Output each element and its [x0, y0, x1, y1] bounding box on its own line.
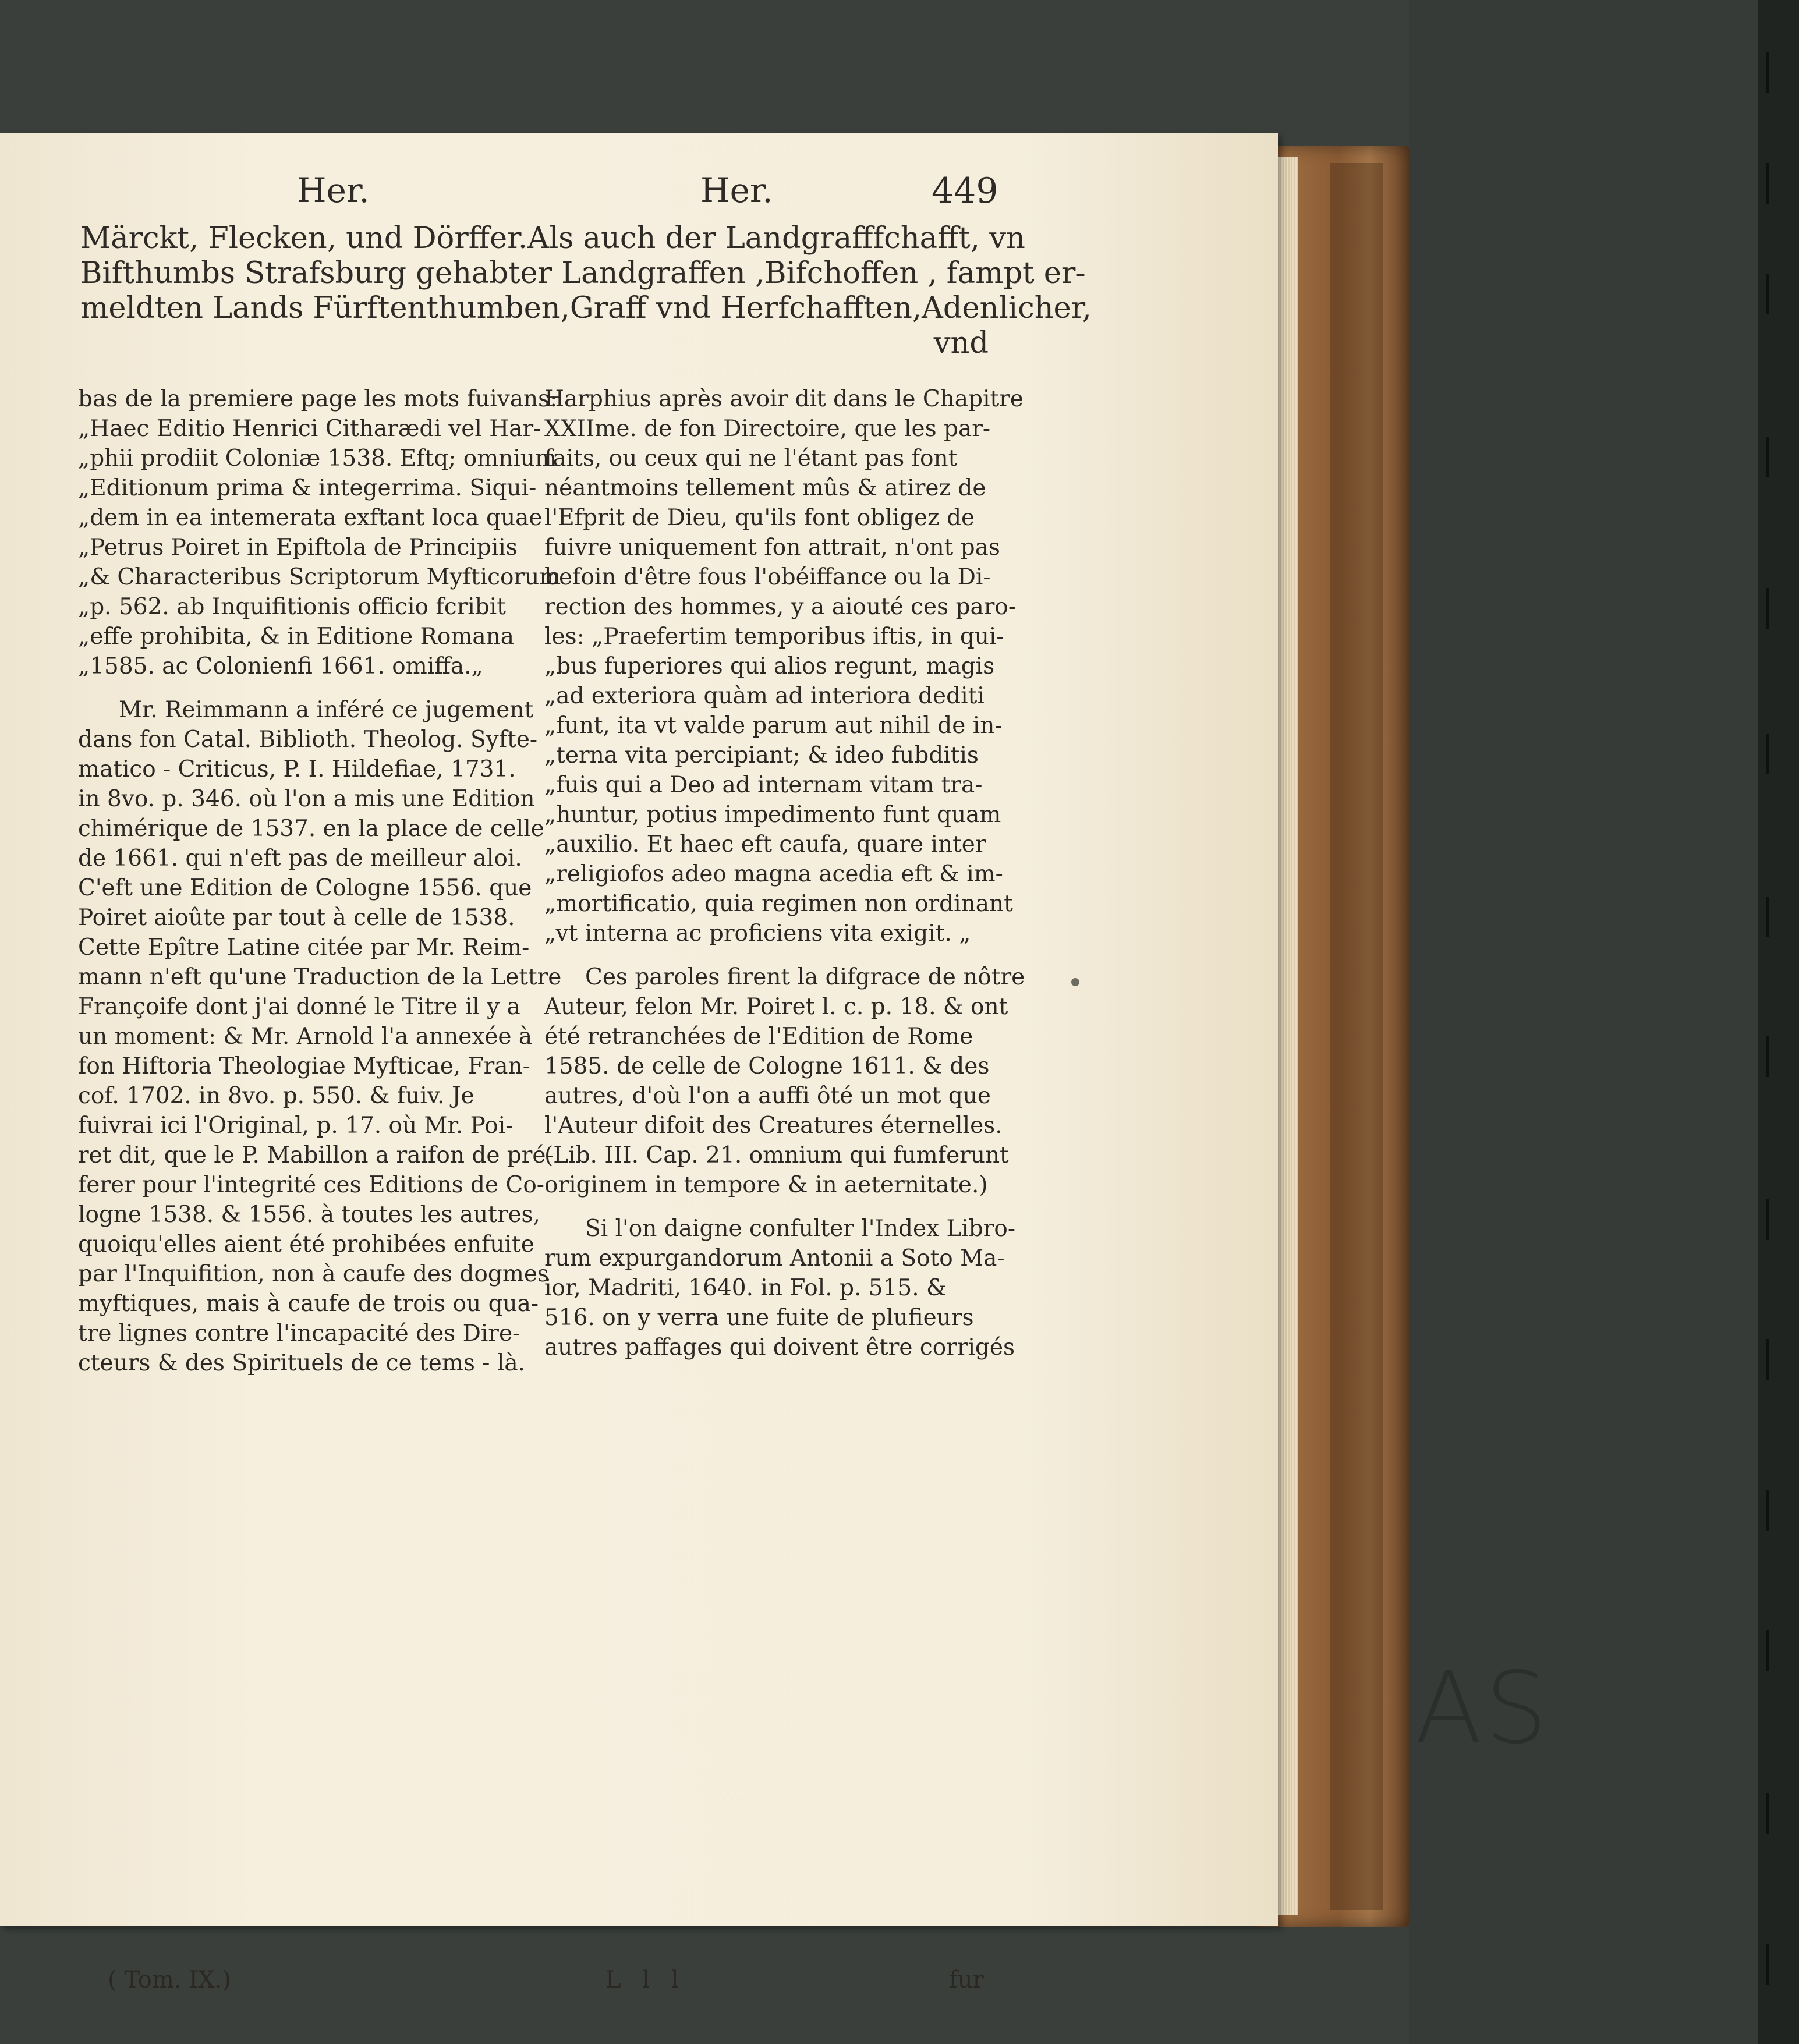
- ruler-dash: [1766, 163, 1769, 204]
- ruler-dash: [1766, 52, 1769, 93]
- ruler-dash: [1766, 1490, 1769, 1531]
- text-line: „Editionum prima & integerrima. Siqui-: [78, 475, 537, 501]
- text-line: „religiofos adeo magna acedia eft & im-: [544, 861, 1003, 887]
- text-line: C'eft une Edition de Cologne 1556. que: [78, 875, 532, 901]
- running-head-center: Her.: [700, 171, 773, 210]
- text-line: „bus fuperiores qui alios regunt, magis: [544, 653, 995, 679]
- text-line: Si l'on daigne confulter l'Index Libro-: [585, 1216, 1016, 1242]
- text-line: „auxilio. Et haec eft caufa, quare inter: [544, 831, 986, 858]
- text-line: originem in tempore & in aeternitate.): [544, 1172, 988, 1198]
- text-line: de 1661. qui n'eft pas de meilleur aloi.: [78, 845, 522, 872]
- page-number: 449: [932, 171, 998, 211]
- text-line: Harphius après avoir dit dans le Chapitre: [544, 386, 1024, 412]
- text-line: „huntur, potius impedimento funt quam: [544, 802, 1001, 828]
- ruler-strip: [1758, 0, 1799, 2044]
- text-line: rection des hommes, y a aiouté ces paro-: [544, 594, 1017, 620]
- book-cover-shadow: [1330, 163, 1383, 1910]
- signature-mark: L l l: [605, 1967, 686, 1993]
- german-title-block: [80, 221, 1092, 361]
- text-line: faits, ou ceux qui ne l'étant pas font: [544, 445, 958, 472]
- text-line: „phii prodiit Coloniæ 1538. Eftq; omnium: [78, 445, 557, 472]
- text-line: „effe prohibita, & in Editione Romana: [78, 624, 514, 650]
- text-line: Poiret aioûte par tout à celle de 1538.: [78, 905, 515, 931]
- text-line: l'Efprit de Dieu, qu'ils font obligez de: [544, 505, 975, 531]
- text-line: „funt, ita vt valde parum aut nihil de in-: [544, 713, 1003, 739]
- text-line: bas de la premiere page les mots fuivans:: [78, 386, 558, 412]
- text-line: ferer pour l'integrité ces Editions de Co-: [78, 1172, 544, 1198]
- german-line: Märckt, Flecken, und Dörffer. Als auch der Landgrafffchafft, vn: [80, 221, 1025, 256]
- catchword: fur: [949, 1967, 984, 1993]
- text-line: „Haec Editio Henrici Citharædi vel Har-: [78, 416, 541, 442]
- left-text-column: [78, 384, 562, 1378]
- text-line: „fuis qui a Deo ad internam vitam tra-: [544, 772, 983, 798]
- ruler-dash: [1766, 1339, 1769, 1380]
- text-line: fuivrai ici l'Original, p. 17. où Mr. Poi-: [78, 1113, 514, 1139]
- text-line: autres, d'où l'on a auffi ôté un mot que: [544, 1083, 991, 1109]
- text-line: Mr. Reimmann a inféré ce jugement: [119, 697, 534, 723]
- text-line: fon Hiftoria Theologiae Myfticae, Fran-: [78, 1053, 530, 1079]
- ruler-dash: [1766, 1199, 1769, 1240]
- ruler-dash: [1766, 1793, 1769, 1834]
- paragraph-gap: [544, 1200, 981, 1214]
- corner-mark: AS: [1415, 1651, 1550, 1766]
- ruler-dash: [1766, 1630, 1769, 1671]
- paragraph-gap: [544, 948, 981, 962]
- text-line: Cette Epître Latine citée par Mr. Reim-: [78, 934, 530, 961]
- text-line: quoiqu'elles aient été prohibées enfuite: [78, 1231, 534, 1257]
- volume-label: ( Tom. IX.): [108, 1967, 231, 1993]
- text-line: Auteur, felon Mr. Poiret l. c. p. 18. & ont: [544, 994, 1008, 1020]
- paragraph-gap: [78, 681, 532, 695]
- text-line: l'Auteur difoit des Creatures éternelles.: [544, 1113, 1003, 1139]
- text-line: „1585. ac Colonienfi 1661. omiffa.„: [78, 653, 483, 679]
- text-line: „vt interna ac proficiens vita exigit. „: [544, 920, 971, 947]
- ruler-dash: [1766, 588, 1769, 629]
- ruler-dash: [1766, 274, 1769, 314]
- text-line: logne 1538. & 1556. à toutes les autres,: [78, 1202, 540, 1228]
- ink-spot: [1071, 978, 1079, 986]
- text-line: befoin d'être fous l'obéiffance ou la Di-: [544, 564, 991, 590]
- text-line: cteurs & des Spirituels de ce tems - là.: [78, 1350, 525, 1376]
- text-line: néantmoins tellement mûs & atirez de: [544, 475, 986, 501]
- ruler-dash: [1766, 1944, 1769, 1985]
- ruler-dash: [1766, 437, 1769, 477]
- german-line: Bifthumbs Strafsburg gehabter Landgraffen , Bifchoffen , fampt er-: [80, 256, 1086, 291]
- ruler-dash: [1766, 1036, 1769, 1077]
- text-line: „ad exteriora quàm ad interiora dediti: [544, 683, 985, 709]
- text-line: „Petrus Poiret in Epiftola de Principiis: [78, 534, 518, 561]
- text-line: par l'Inquifition, non à caufe des dogmes: [78, 1261, 549, 1287]
- ruler-dash: [1766, 734, 1769, 774]
- text-line: XXIIme. de fon Directoire, que les par-: [544, 416, 991, 442]
- running-head-left: Her.: [297, 171, 370, 210]
- ruler-dash: [1766, 897, 1769, 937]
- text-line: chimérique de 1537. en la place de celle: [78, 816, 544, 842]
- text-line: un moment: & Mr. Arnold l'a annexée à: [78, 1023, 533, 1050]
- text-line: autres paffages qui doivent être corrigés: [544, 1334, 1015, 1361]
- text-line: ret dit, que le P. Mabillon a raifon de pré-: [78, 1142, 554, 1168]
- german-line: meldten Lands Fürftenthumben, Graff vnd Herfchafften, Adenlicher,: [80, 291, 1092, 325]
- text-line: 516. on y verra une fuite de plufieurs: [544, 1305, 974, 1331]
- text-line: 1585. de celle de Cologne 1611. & des: [544, 1053, 990, 1079]
- text-line: „& Characteribus Scriptorum Myfticorum: [78, 564, 561, 590]
- text-line: tre lignes contre l'incapacité des Dire-: [78, 1320, 520, 1347]
- text-line: Ces paroles firent la difgrace de nôtre: [585, 964, 1025, 990]
- text-line: „terna vita percipiant; & ideo fubditis: [544, 742, 979, 768]
- text-line: (Lib. III. Cap. 21. omnium qui fumferunt: [544, 1142, 1009, 1168]
- text-line: in 8vo. p. 346. où l'on a mis une Edition: [78, 786, 535, 812]
- text-line: „p. 562. ab Inquifitionis officio fcribit: [78, 594, 506, 620]
- text-line: „mortificatio, quia regimen non ordinant: [544, 891, 1013, 917]
- text-line: rum expurgandorum Antonii a Soto Ma-: [544, 1245, 1005, 1271]
- text-line: dans fon Catal. Biblioth. Theolog. Syfte-: [78, 727, 538, 753]
- text-line: Françoife dont j'ai donné le Titre il y a: [78, 994, 520, 1020]
- text-line: mann n'eft qu'une Traduction de la Lettre: [78, 964, 562, 990]
- text-line: matico - Criticus, P. I. Hildefiae, 1731.: [78, 756, 516, 782]
- text-line: été retranchées de l'Edition de Rome: [544, 1023, 973, 1050]
- right-text-column: [544, 384, 1025, 1362]
- german-line: vnd: [933, 326, 989, 360]
- text-line: cof. 1702. in 8vo. p. 550. & fuiv. Je: [78, 1083, 474, 1109]
- text-line: fuivre uniquement fon attrait, n'ont pas: [544, 534, 1000, 561]
- text-line: les: „Praefertim temporibus iftis, in qui-: [544, 624, 1004, 650]
- text-line: ior, Madriti, 1640. in Fol. p. 515. &: [544, 1275, 947, 1301]
- text-line: „dem in ea intemerata exftant loca quae: [78, 505, 543, 531]
- text-line: myftiques, mais à caufe de trois ou qua-: [78, 1291, 539, 1317]
